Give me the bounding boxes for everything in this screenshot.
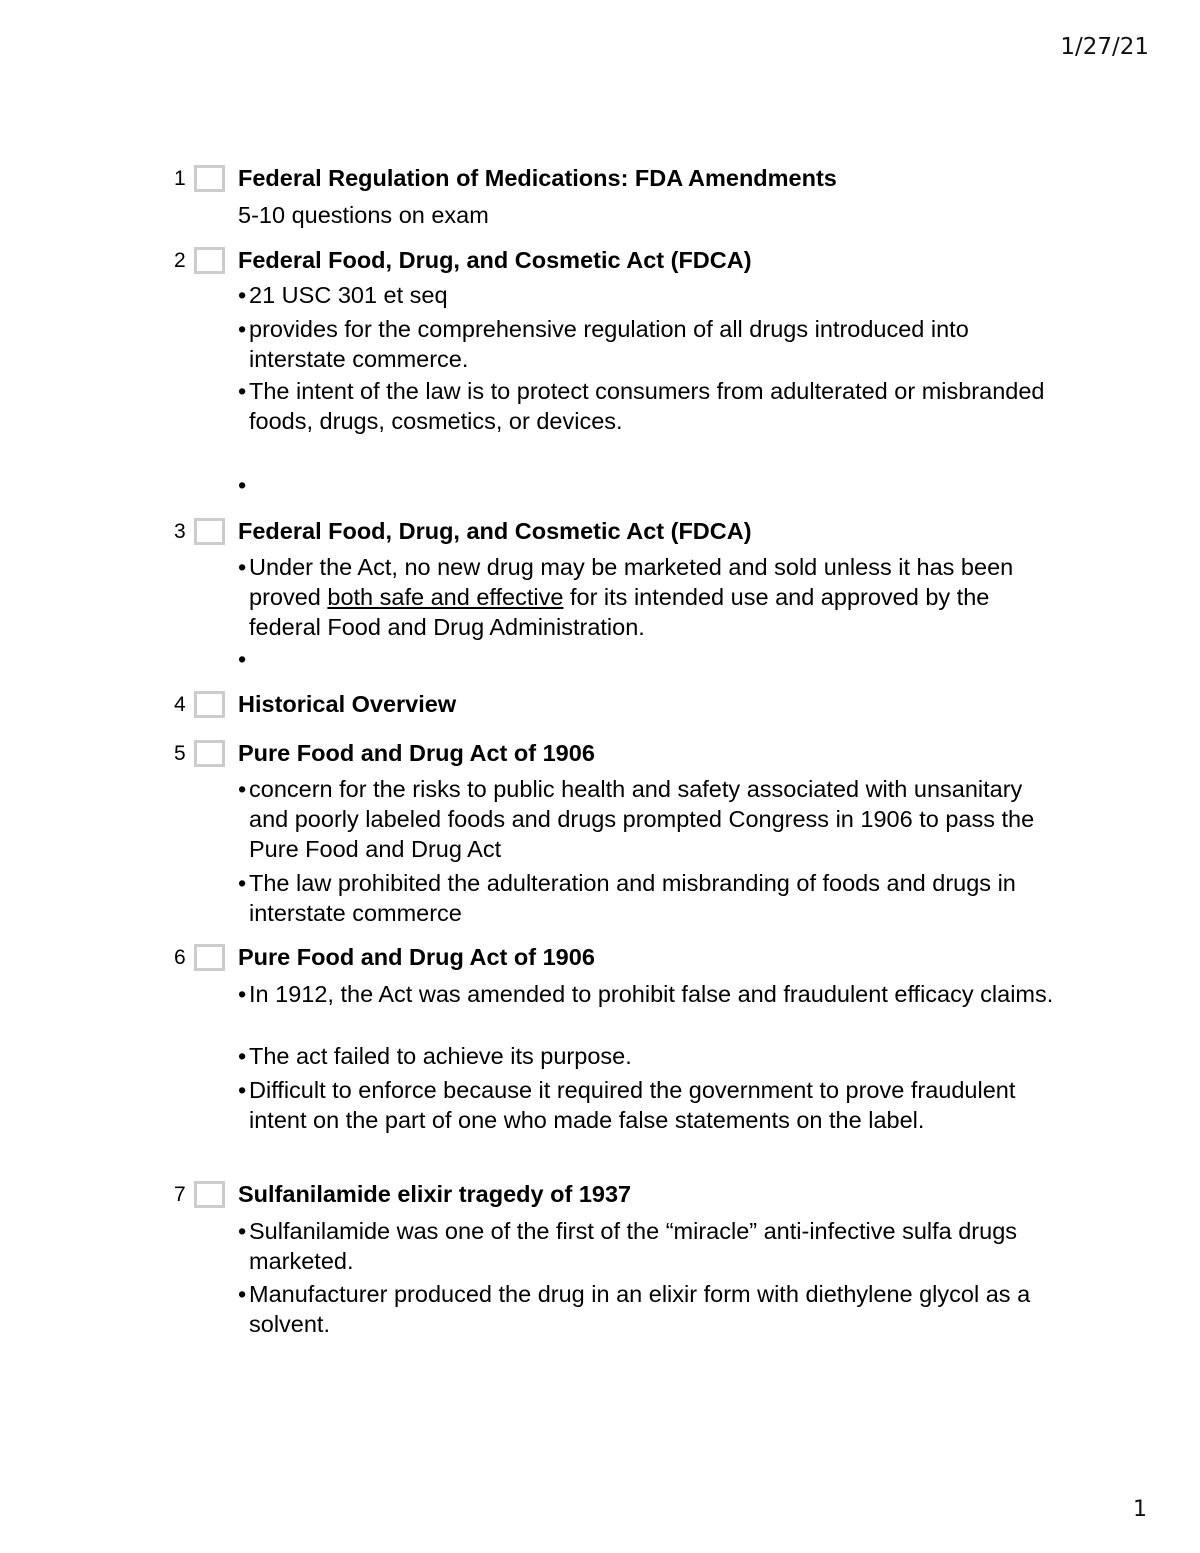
slide-title: Federal Regulation of Medications: FDA Amendments <box>238 165 837 191</box>
slide-title: Pure Food and Drug Act of 1906 <box>238 944 595 970</box>
slide-number: 2 <box>174 249 186 272</box>
slide-thumbnail-box <box>194 1181 225 1208</box>
bullet-text-part: Under the Act, no new drug may be marketed and sold unless it has been proved <box>249 554 1014 610</box>
bullet-item <box>238 314 1058 374</box>
slide-title: Sulfanilamide elixir tragedy of 1937 <box>238 1181 632 1207</box>
bullet-icon: • <box>238 316 247 342</box>
page-number: 1 <box>1133 1497 1147 1522</box>
bullet-icon: • <box>238 554 247 580</box>
underlined-phrase: both safe and effective <box>327 584 564 610</box>
bullet-text: concern for the risks to public health and safety associated with unsanitary and poorly labeled foods and drugs prompted Congress in 1906 to pass the Pure Food and Drug Act <box>249 776 1035 862</box>
bullet-item <box>238 774 1058 864</box>
bullet-icon: • <box>238 1043 247 1069</box>
slide-number: 3 <box>174 520 186 543</box>
bullet-text: The intent of the law is to protect consumers from adulterated or misbranded foods, drugs, cosmetics, or devices. <box>249 378 1045 434</box>
bullet-item <box>238 280 1058 310</box>
bullet-icon: • <box>238 776 247 802</box>
bullet-item <box>238 376 1058 436</box>
bullet-text: Difficult to enforce because it required the government to prove fraudulent intent on the part of one who made false statements on the label. <box>249 1077 1016 1133</box>
bullet-item <box>238 979 1058 1009</box>
bullet-text: 21 USC 301 et seq <box>249 282 448 308</box>
bullet-icon: • <box>238 1218 247 1244</box>
page-date: 1/27/21 <box>1060 34 1149 60</box>
bullet-text: In 1912, the Act was amended to prohibit false and fraudulent efficacy claims. <box>249 981 1054 1007</box>
slide-number: 1 <box>174 167 186 190</box>
bullet-icon: • <box>238 1077 247 1103</box>
bullet-item <box>238 1216 1058 1276</box>
bullet-text <box>238 552 1058 642</box>
slide-title: Pure Food and Drug Act of 1906 <box>238 740 595 766</box>
slide-number: 5 <box>174 742 186 765</box>
bullet-icon: • <box>238 646 247 672</box>
bullet-item <box>238 1075 1058 1135</box>
bullet-text: Manufacturer produced the drug in an elixir form with diethylene glycol as a solvent. <box>249 1281 1031 1337</box>
slide-thumbnail-box <box>194 247 225 274</box>
bullet-item <box>238 868 1058 928</box>
slide-title: Historical Overview <box>238 691 457 717</box>
bullet-icon: • <box>238 472 247 498</box>
slide-title: Federal Food, Drug, and Cosmetic Act (FDCA) <box>238 247 752 273</box>
slide-thumbnail-box <box>194 691 225 718</box>
bullet-text: Sulfanilamide was one of the first of the “miracle” anti-infective sulfa drugs marketed. <box>249 1218 1018 1274</box>
slide-title: Federal Food, Drug, and Cosmetic Act (FDCA) <box>238 518 752 544</box>
bullet-text: provides for the comprehensive regulation of all drugs introduced into interstate commerce. <box>249 316 969 372</box>
slide-thumbnail-box <box>194 740 225 767</box>
slide-thumbnail-box <box>194 944 225 971</box>
bullet-icon: • <box>238 378 247 404</box>
bullet-icon: • <box>238 981 247 1007</box>
bullet-icon: • <box>238 870 247 896</box>
slide-number: 4 <box>174 693 186 716</box>
slide-text: 5-10 questions on exam <box>238 202 489 228</box>
bullet-item <box>238 552 1058 642</box>
bullet-item <box>238 1041 1058 1071</box>
bullet-text: The act failed to achieve its purpose. <box>249 1043 632 1069</box>
slide-thumbnail-box <box>194 518 225 545</box>
bullet-item <box>238 1279 1058 1339</box>
bullet-icon: • <box>238 1281 247 1307</box>
slide-number: 7 <box>174 1183 186 1206</box>
slide-number: 6 <box>174 946 186 969</box>
bullet-icon: • <box>238 282 247 308</box>
bullet-text-part: for its intended use and approved by the federal Food and Drug Administration. <box>249 584 990 640</box>
bullet-text: The law prohibited the adulteration and misbranding of foods and drugs in interstate commerce <box>249 870 1016 926</box>
slide-thumbnail-box <box>194 165 225 192</box>
